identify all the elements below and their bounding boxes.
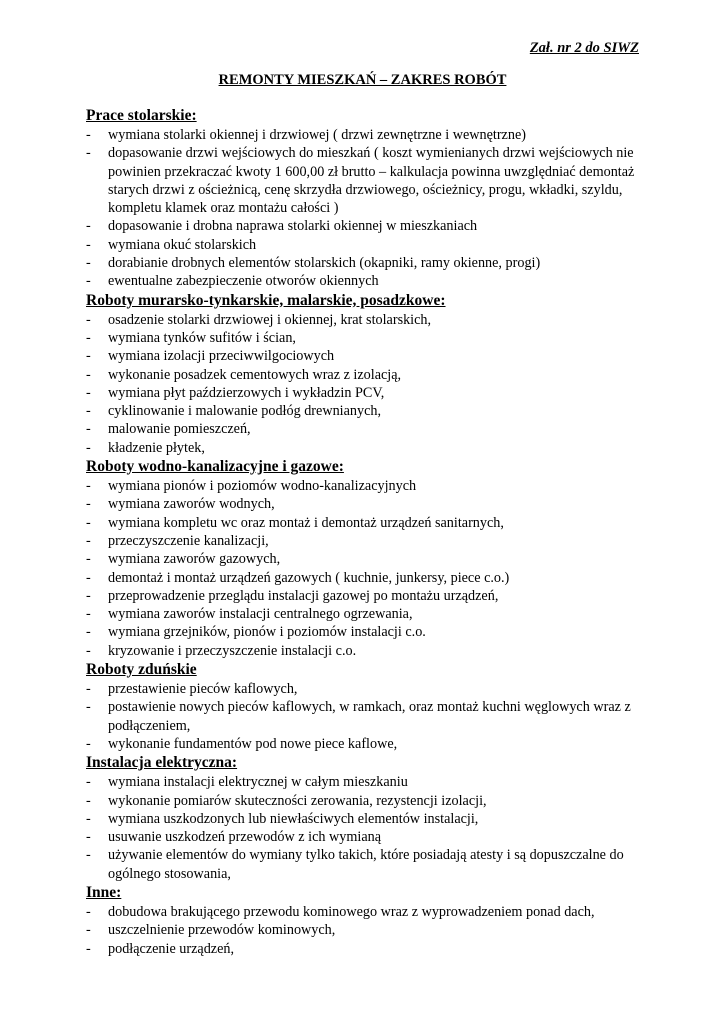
list-item: - wymiana pionów i poziomów wodno-kanalizacyjnych — [86, 477, 646, 495]
list-item: - przestawienie pieców kaflowych, — [86, 680, 646, 698]
section-heading: Roboty wodno-kanalizacyjne i gazowe: — [86, 458, 344, 476]
list-item: - ewentualne zabezpieczenie otworów okiennych — [86, 272, 646, 290]
list-item: - wymiana zaworów instalacji centralnego ogrzewania, — [86, 605, 646, 623]
section-list — [86, 680, 646, 753]
list-item: - wykonanie posadzek cementowych wraz z izolacją, — [86, 366, 646, 384]
list-item: - uszczelnienie przewodów kominowych, — [86, 921, 646, 939]
list-item: - podłączenie urządzeń, — [86, 940, 646, 958]
section-heading: Prace stolarskie: — [86, 107, 197, 124]
list-item: - wykonanie pomiarów skuteczności zerowania, rezystencji izolacji, — [86, 792, 646, 810]
list-item: - przeprowadzenie przeglądu instalacji gazowej po montażu urządzeń, — [86, 587, 646, 605]
list-item: - dobudowa brakującego przewodu kominowego wraz z wyprowadzeniem ponad dach, — [86, 903, 646, 921]
list-item: - demontaż i montaż urządzeń gazowych ( kuchnie, junkersy, piece c.o.) — [86, 569, 646, 587]
list-item: - wymiana uszkodzonych lub niewłaściwych elementów instalacji, — [86, 810, 646, 828]
list-item: - wymiana okuć stolarskich — [86, 236, 646, 254]
list-item: - osadzenie stolarki drzwiowej i okiennej, krat stolarskich, — [86, 311, 646, 329]
section — [86, 660, 646, 753]
list-item: - cyklinowanie i malowanie podłóg drewnianych, — [86, 402, 646, 420]
section — [86, 291, 646, 457]
section-list — [86, 126, 646, 291]
section — [86, 106, 646, 291]
list-item: - wymiana izolacji przeciwwilgociowych — [86, 347, 646, 365]
section — [86, 883, 646, 958]
section-heading: Instalacja elektryczna: — [86, 754, 238, 772]
list-item: - używanie elementów do wymiany tylko takich, które posiadają atesty i są dopuszczalne do ogólnego stosowania, — [86, 846, 646, 883]
section — [86, 753, 646, 883]
list-item: - wykonanie fundamentów pod nowe piece kaflowe, — [86, 735, 646, 753]
list-item: - wymiana zaworów gazowych, — [86, 550, 646, 568]
list-item: - postawienie nowych pieców kaflowych, w ramkach, oraz montaż kuchni węglowych wraz z podłączeniem, — [86, 698, 646, 735]
list-item: - kładzenie płytek, — [86, 439, 646, 457]
section-list — [86, 477, 646, 660]
list-item: - wymiana tynków sufitów i ścian, — [86, 329, 646, 347]
section — [86, 457, 646, 660]
section-list — [86, 773, 646, 883]
list-item: - przeczyszczenie kanalizacji, — [86, 532, 646, 550]
section-list — [86, 903, 646, 958]
list-item: - wymiana grzejników, pionów i poziomów instalacji c.o. — [86, 623, 646, 641]
list-item: - dopasowanie drzwi wejściowych do mieszkań ( koszt wymienianych drzwi wejściowych nie powinien przekraczać kwoty 1 600,00 zł brutto – kalkulacja powinna uwzględniać demontaż starych drzwi z ościeżnicą, cenę skrzydła drzwiowego, ościeżnicy, progu, wkładki, szyldu, kompletu klamek oraz montażu całości ) — [86, 144, 646, 217]
list-item: - wymiana stolarki okiennej i drzwiowej ( drzwi zewnętrzne i wewnętrzne) — [86, 126, 646, 144]
section-heading: Inne: — [86, 883, 122, 901]
list-item: - wymiana instalacji elektrycznej w całym mieszkaniu — [86, 773, 646, 791]
section-heading: Roboty murarsko-tynkarskie, malarskie, posadzkowe: — [86, 291, 446, 309]
section-list — [86, 311, 646, 457]
document-title: REMONTY MIESZKAŃ – ZAKRES ROBÓT — [218, 72, 507, 88]
list-item: - wymiana kompletu wc oraz montaż i demontaż urządzeń sanitarnych, — [86, 514, 646, 532]
section-heading: Roboty zduńskie — [86, 661, 197, 679]
list-item: - usuwanie uszkodzeń przewodów z ich wymianą — [86, 828, 646, 846]
document-body — [86, 106, 646, 958]
list-item: - wymiana zaworów wodnych, — [86, 495, 646, 513]
list-item: - dopasowanie i drobna naprawa stolarki okiennej w mieszkaniach — [86, 217, 646, 235]
list-item: - kryzowanie i przeczyszczenie instalacji c.o. — [86, 642, 646, 660]
list-item: - wymiana płyt paździerzowych i wykładzin PCV, — [86, 384, 646, 402]
list-item: - malowanie pomieszczeń, — [86, 420, 646, 438]
list-item: - dorabianie drobnych elementów stolarskich (okapniki, ramy okienne, progi) — [86, 254, 646, 272]
attachment-reference: Zał. nr 2 do SIWZ — [529, 40, 639, 56]
